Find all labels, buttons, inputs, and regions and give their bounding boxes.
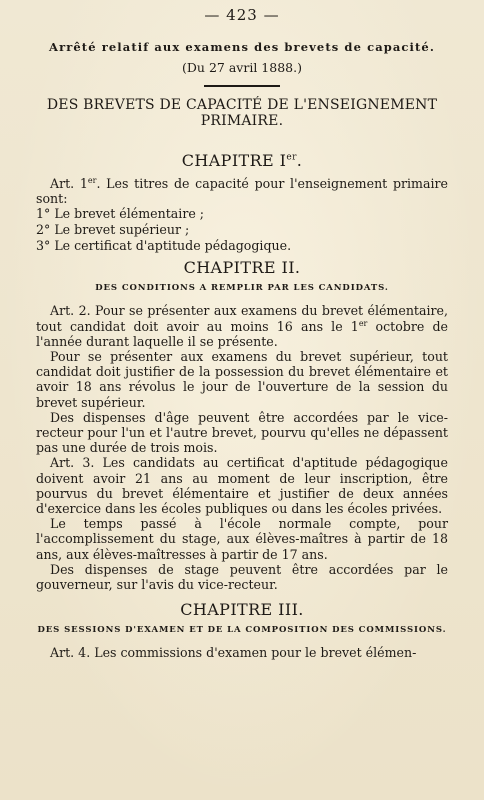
chapter-2-subtitle: DES CONDITIONS A REMPLIR PAR LES CANDIDATS. (95, 283, 389, 294)
paragraph: Des dispenses d'âge peuvent être accordées par le vice-recteur pour l'un et l'autre brevet, pourvu qu'elles ne dépassent pas une durée de trois mois. (36, 409, 448, 456)
chapter-1-title: CHAPITRE Ier. (181, 151, 303, 170)
article-3: Art. 3. Les candidats au certificat d'aptitude pédagogique doivent avoir 21 ans au moment de leur inscription, être pourvus du brevet élémentaire et justifier de deux années d'exercice dans les écoles publiques ou dans les écoles privées. (36, 455, 448, 517)
article-4: Art. 4. Les commissions d'examen pour le brevet élémen- (50, 645, 417, 661)
chapter-2-title: CHAPITRE II. (183, 258, 301, 278)
paragraph: Des dispenses de stage peuvent être accordées par le gouverneur, sur l'avis du vice-recteur. (36, 561, 448, 593)
decree-date: (Du 27 avril 1888.) (182, 60, 302, 75)
divider-rule (204, 85, 280, 87)
chapter-3-subtitle: DES SESSIONS D'EXAMEN ET DE LA COMPOSITION DES COMMISSIONS. (37, 625, 447, 636)
decree-title: Arrêté relatif aux examens des brevets de capacité. (49, 40, 435, 54)
main-title: DES BREVETS DE CAPACITÉ DE L'ENSEIGNEMENT PRIMAIRE. (46, 97, 438, 129)
page-number: — 423 — (204, 6, 280, 24)
paragraph: Pour se présenter aux examens du brevet supérieur, tout candidat doit justifier de la possession du brevet élémentaire et avoir 18 ans révolus le jour de l'ouverture de la session du brevet supérieur. (36, 349, 448, 410)
paragraph: Le temps passé à l'école normale compte, pour l'accomplissement du stage, aux élèves-maîtres à partir de 18 ans, aux élèves-maîtresses à partir de 17 ans. (36, 516, 448, 562)
article-1: Art. 1er. Les titres de capacité pour l'enseignement primaire sont: (36, 175, 449, 207)
article-2: Art. 2. Pour se présenter aux examens du brevet élémentaire, tout candidat doit avoir au moins 16 ans le 1er octobre de l'année durant laquelle il se présente. (36, 303, 448, 349)
list-item: 1° Le brevet élémentaire ; (36, 206, 205, 222)
chapter-3-title: CHAPITRE III. (180, 600, 304, 620)
list-item: 2° Le brevet supérieur ; (36, 222, 190, 238)
list-item: 3° Le certificat d'aptitude pédagogique. (36, 238, 292, 254)
